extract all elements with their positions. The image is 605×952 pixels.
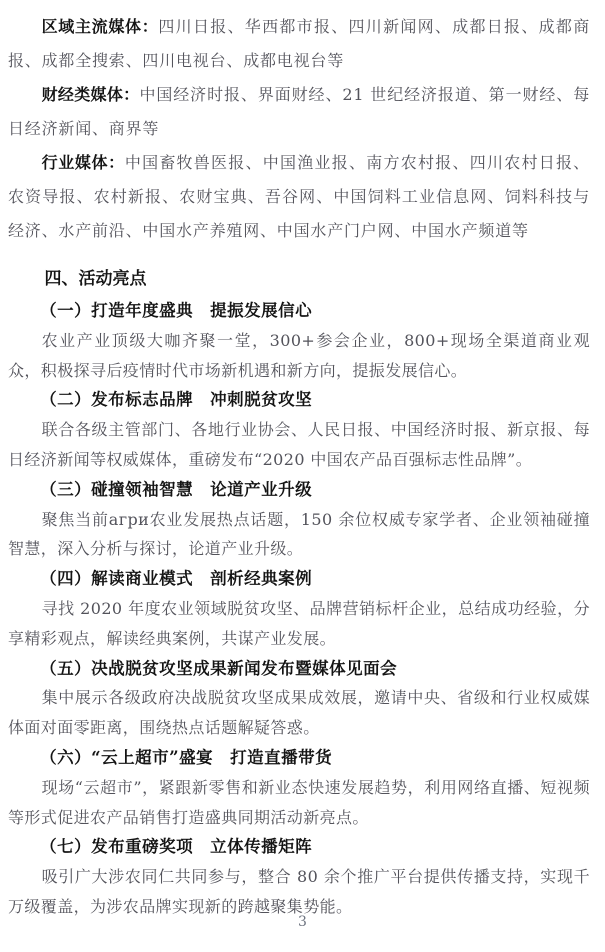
highlight-5-body: 集中展示各级政府决战脱贫攻坚成果成效展，邀请中央、省级和行业权威媒体面对面零距离，围绕热点话题解疑答惑。 (8, 688, 590, 738)
section-title-highlights: 四、活动亮点 (44, 269, 147, 289)
highlight-item-3 (8, 475, 590, 564)
highlight-item-4 (8, 564, 590, 653)
highlight-6-body: 现场“云超市”，紧跟新零售和新业态快速发展趋势，利用网络直播、短视频等形式促进农产品销售打造盛典同期活动新亮点。 (8, 777, 590, 827)
media-line-industry-label: 行业媒体： (41, 153, 125, 172)
media-line-finance-text: 中国经济时报、界面财经、21 世纪经济报道、第一财经、每日经济新闻、商界等 (8, 85, 590, 138)
page-number: 3 (298, 914, 307, 930)
highlight-5-heading: （五）决战脱贫攻坚成果新闻发布暨媒体见面会 (40, 658, 398, 678)
highlight-4-heading: （四）解读商业模式 剖析经典案例 (40, 569, 313, 589)
highlight-6-heading: （六）“云上超市”盛宴 打造直播带货 (40, 747, 333, 767)
highlight-3-body: 聚焦当前агри农业发展热点话题，150 余位权威专家学者、企业领袖碰撞智慧，深入分析与探讨，论道产业升级。 (8, 509, 590, 559)
media-lists-block (8, 10, 590, 248)
highlight-item-5 (8, 654, 590, 743)
highlight-7-body: 吸引广大涉农同仁共同参与，整合 80 余个推广平台提供传播支持，实现千万级覆盖，为涉农品牌实现新的跨越聚集势能。 (8, 867, 590, 916)
highlight-3-heading: （三）碰撞领袖智慧 论道产业升级 (40, 479, 313, 499)
media-line-regional (8, 10, 590, 78)
highlight-2-heading: （二）发布标志品牌 冲刺脱贫攻坚 (40, 390, 313, 410)
document-content (8, 10, 590, 922)
highlight-2-body: 联合各级主管部门、各地行业协会、人民日报、中国经济时报、新京报、每日经济新闻等权威媒体，重磅发布“2020 中国农产品百强标志性品牌”。 (8, 420, 590, 469)
highlight-1-heading: （一）打造年度盛典 提振发展信心 (40, 301, 313, 320)
highlight-item-1 (8, 296, 590, 385)
highlight-item-7 (8, 832, 590, 921)
media-line-finance-label: 财经类媒体： (41, 85, 140, 104)
media-line-regional-text: 四川日报、华西都市报、四川新闻网、成都日报、成都商报、成都全搜索、四川电视台、成都电视台等 (8, 17, 590, 70)
media-line-industry-text: 中国畜牧兽医报、中国渔业报、南方农村报、四川农村日报、农资导报、农村新报、农财宝典、吾谷网、中国饲料工业信息网、饲料科技与经济、水产前沿、中国水产养殖网、中国水产门户网、中国水产频道等 (8, 153, 590, 240)
media-line-regional-label: 区域主流媒体： (41, 17, 159, 36)
media-line-finance (8, 78, 590, 146)
media-line-industry (8, 146, 590, 248)
highlight-item-2 (8, 385, 590, 474)
highlight-4-body: 寻找 2020 年度农业领域脱贫攻坚、品牌营销标杆企业，总结成功经验，分享精彩观点，解读经典案例，共谋产业发展。 (8, 598, 590, 648)
highlight-1-body: 农业产业顶级大咖齐聚一堂，300+参会企业，800+现场全渠道商业观众，积极探寻后疫情时代市场新机遇和新方向，提振发展信心。 (8, 330, 590, 380)
highlight-7-heading: （七）发布重磅奖项 立体传播矩阵 (40, 837, 313, 857)
highlight-item-6 (8, 743, 590, 832)
